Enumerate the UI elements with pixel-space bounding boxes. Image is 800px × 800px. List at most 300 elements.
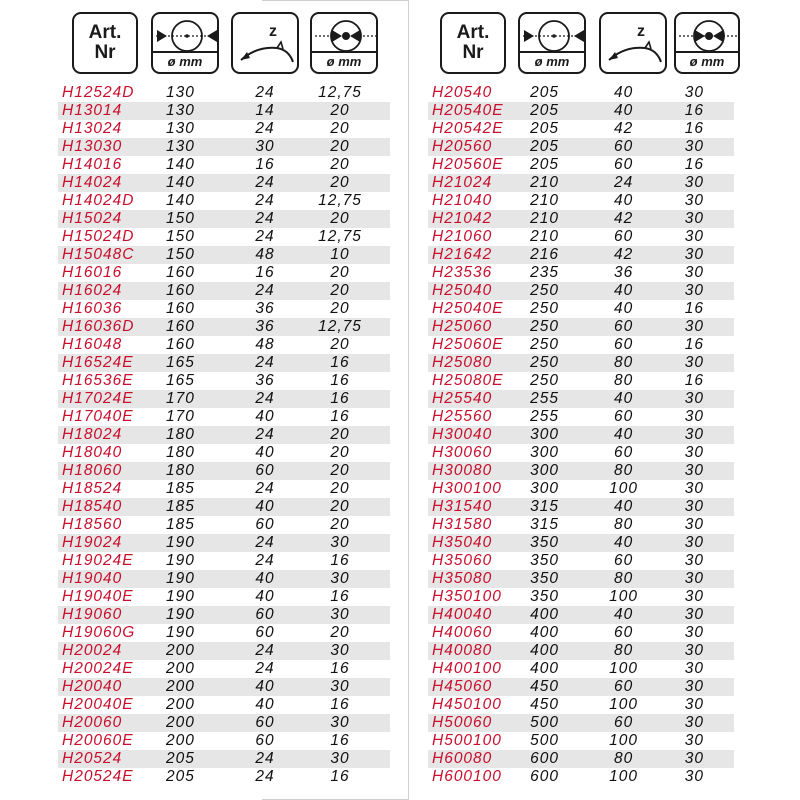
blade-diameter: 250	[530, 372, 560, 389]
blade-diameter: 250	[530, 300, 560, 317]
blade-diameter: 190	[166, 606, 195, 623]
blade-diameter: 235	[530, 264, 560, 281]
bore-diameter: 30	[684, 282, 704, 299]
bore-diameter: 16	[330, 408, 350, 425]
bore-diameter: 12,75	[318, 192, 362, 209]
blade-diameter: 200	[166, 678, 195, 695]
blade-diameter: 350	[530, 570, 560, 587]
table-row	[58, 228, 390, 246]
article-number: H15048C	[62, 246, 135, 263]
article-number: H450100	[432, 696, 502, 713]
teeth-symbol: z	[637, 23, 645, 40]
blade-diameter: 200	[166, 660, 195, 677]
article-number: H14024D	[62, 192, 135, 209]
bore-diameter: 20	[330, 210, 350, 227]
blade-diameter: 205	[166, 768, 195, 785]
tooth-count: 80	[613, 372, 634, 389]
table-row	[58, 426, 390, 444]
table-row	[58, 534, 390, 552]
article-number: H25060E	[432, 336, 504, 353]
article-number: H18540	[62, 498, 123, 515]
article-number: H20040	[62, 678, 123, 695]
blade-diameter: 165	[166, 354, 195, 371]
bore-diameter: 30	[684, 606, 704, 623]
tooth-count: 40	[613, 426, 634, 443]
table-row	[428, 210, 734, 228]
bore-diameter: 30	[684, 534, 704, 551]
bore-diameter: 16	[330, 552, 350, 569]
bore-diameter: 30	[684, 768, 704, 785]
tooth-count: 24	[255, 84, 275, 101]
table-row	[428, 138, 734, 156]
bore-diameter: 30	[684, 552, 704, 569]
blade-diameter: 170	[166, 408, 195, 425]
column-divider	[408, 0, 409, 800]
article-number: H20540	[432, 84, 493, 101]
table-row	[428, 534, 734, 552]
blade-diameter: 216	[530, 246, 560, 263]
tooth-count: 100	[609, 696, 639, 713]
article-number: H350100	[432, 588, 502, 605]
tooth-count: 80	[613, 354, 634, 371]
nr-label: Nr	[462, 42, 484, 63]
tooth-count-icon	[601, 14, 667, 74]
table-row	[58, 552, 390, 570]
bore-diameter: 30	[330, 606, 350, 623]
blade-diameter: 250	[530, 354, 560, 371]
tooth-count: 100	[609, 768, 639, 785]
bore-diameter: 30	[684, 174, 704, 191]
article-number: H18060	[62, 462, 123, 479]
blade-diameter: 400	[530, 624, 560, 641]
bore-diameter: 20	[330, 624, 350, 641]
table-row	[428, 354, 734, 372]
blade-diameter: 300	[530, 444, 560, 461]
blade-diameter: 400	[530, 606, 560, 623]
tooth-count: 24	[255, 354, 275, 371]
table-row	[58, 606, 390, 624]
blade-diameter: 150	[166, 228, 195, 245]
bore-diameter: 30	[330, 678, 350, 695]
tooth-count: 60	[613, 552, 634, 569]
table-row	[58, 660, 390, 678]
blade-diameter: 130	[166, 102, 195, 119]
article-number: H21040	[432, 192, 493, 209]
table-row	[428, 768, 734, 786]
blade-diameter: 255	[530, 390, 560, 407]
blade-diameter: 205	[530, 138, 560, 155]
blade-diameter: 350	[530, 534, 560, 551]
blade-diameter: 400	[530, 660, 560, 677]
diameter-unit: ø mm	[520, 51, 584, 72]
bore-diameter: 16	[330, 372, 350, 389]
bore-diameter: 30	[330, 750, 350, 767]
blade-diameter: 205	[530, 84, 560, 101]
bore-diameter: 30	[684, 714, 704, 731]
tooth-count: 80	[613, 750, 634, 767]
tooth-count: 40	[255, 588, 275, 605]
tooth-count: 100	[609, 588, 639, 605]
blade-diameter: 450	[530, 696, 560, 713]
table-row	[58, 138, 390, 156]
tooth-count: 60	[613, 318, 634, 335]
table-row	[428, 102, 734, 120]
bore-diameter: 30	[684, 480, 704, 497]
blade-diameter: 130	[166, 84, 195, 101]
table-row	[58, 84, 390, 102]
table-row	[428, 642, 734, 660]
article-number: H15024	[62, 210, 123, 227]
table-row	[58, 102, 390, 120]
top-rule	[262, 0, 408, 1]
article-number: H17024E	[62, 390, 134, 407]
blade-diameter: 140	[166, 174, 195, 191]
bore-diameter: 30	[684, 192, 704, 209]
article-number: H16036	[62, 300, 123, 317]
table-row	[428, 156, 734, 174]
bore-diameter: 16	[330, 588, 350, 605]
bore-diameter: 30	[684, 138, 704, 155]
table-row	[58, 462, 390, 480]
tooth-count: 60	[613, 444, 634, 461]
article-number: H17040E	[62, 408, 134, 425]
bore-diameter: 30	[684, 354, 704, 371]
article-number: H16524E	[62, 354, 134, 371]
blade-diameter: 300	[530, 426, 560, 443]
article-number: H40060	[432, 624, 493, 641]
bore-diameter: 30	[684, 642, 704, 659]
bore-diameter: 30	[684, 588, 704, 605]
bore-diameter: 16	[330, 354, 350, 371]
tooth-count: 24	[255, 552, 275, 569]
art-label: Art.	[456, 22, 490, 43]
tooth-count: 60	[255, 606, 275, 623]
tooth-count: 24	[255, 210, 275, 227]
bore-diameter: 12,75	[318, 318, 362, 335]
blade-diameter: 180	[166, 462, 195, 479]
blade-diameter: 210	[530, 174, 560, 191]
article-number: H30040	[432, 426, 493, 443]
bore-diameter: 30	[684, 408, 704, 425]
tooth-count: 60	[613, 156, 634, 173]
tooth-count: 36	[255, 318, 275, 335]
bore-diameter: 16	[330, 732, 350, 749]
blade-diameter: 500	[530, 714, 560, 731]
tooth-count: 24	[255, 480, 275, 497]
article-number: H20524E	[62, 768, 134, 785]
table-row	[58, 120, 390, 138]
article-number: H25040	[432, 282, 493, 299]
table-row	[428, 624, 734, 642]
blade-diameter: 205	[530, 120, 560, 137]
article-number: H35080	[432, 570, 493, 587]
table-row	[58, 588, 390, 606]
article-number: H20040E	[62, 696, 134, 713]
art-nr-header	[440, 12, 506, 74]
article-number: H19040	[62, 570, 123, 587]
tooth-count-header	[599, 12, 667, 74]
article-number: H45060	[432, 678, 493, 695]
bore-diameter: 30	[330, 570, 350, 587]
blade-diameter: 600	[530, 768, 560, 785]
article-number: H35060	[432, 552, 493, 569]
blade-diameter: 180	[166, 444, 195, 461]
article-number: H18040	[62, 444, 123, 461]
article-number: H19040E	[62, 588, 134, 605]
bore-diameter: 30	[684, 264, 704, 281]
bore-unit: ø mm	[676, 51, 738, 72]
tooth-count: 24	[255, 426, 275, 443]
table-row	[428, 660, 734, 678]
blade-diameter-header	[151, 12, 219, 74]
article-number: H20060E	[62, 732, 134, 749]
blade-diameter: 205	[530, 156, 560, 173]
table-row	[428, 498, 734, 516]
article-number: H16048	[62, 336, 123, 353]
bore-diameter: 20	[330, 426, 350, 443]
table-row	[58, 192, 390, 210]
blade-diameter: 205	[166, 750, 195, 767]
tooth-count: 100	[609, 732, 639, 749]
table-row	[428, 174, 734, 192]
table-row	[58, 246, 390, 264]
teeth-symbol: z	[269, 23, 277, 40]
article-number: H18524	[62, 480, 123, 497]
article-number: H13030	[62, 138, 123, 155]
tooth-count: 60	[613, 624, 634, 641]
blade-diameter: 190	[166, 624, 195, 641]
blade-diameter: 160	[166, 300, 195, 317]
article-number: H400100	[432, 660, 502, 677]
blade-diameter: 350	[530, 552, 560, 569]
article-number: H30080	[432, 462, 493, 479]
bore-diameter: 20	[330, 300, 350, 317]
tooth-count: 60	[255, 624, 275, 641]
table-row	[428, 480, 734, 498]
tooth-count: 24	[255, 174, 275, 191]
tooth-count: 80	[613, 642, 634, 659]
tooth-count: 24	[255, 120, 275, 137]
article-number: H21642	[432, 246, 493, 263]
article-number: H35040	[432, 534, 493, 551]
article-number: H23536	[432, 264, 493, 281]
table-row	[58, 354, 390, 372]
tooth-count: 40	[613, 192, 634, 209]
article-number: H15024D	[62, 228, 135, 245]
tooth-count: 24	[255, 282, 275, 299]
article-number: H13024	[62, 120, 123, 137]
bore-diameter: 16	[684, 120, 704, 137]
article-number: H16536E	[62, 372, 134, 389]
tooth-count: 24	[255, 192, 275, 209]
tooth-count: 40	[255, 696, 275, 713]
article-number: H20060	[62, 714, 123, 731]
article-number: H20524	[62, 750, 123, 767]
table-row	[428, 606, 734, 624]
tooth-count: 24	[255, 642, 275, 659]
table-row	[428, 264, 734, 282]
table-row	[428, 588, 734, 606]
blade-diameter-header	[518, 12, 586, 74]
article-number: H50060	[432, 714, 493, 731]
blade-diameter: 130	[166, 138, 195, 155]
bore-diameter: 30	[684, 444, 704, 461]
blade-diameter: 450	[530, 678, 560, 695]
table-row	[428, 426, 734, 444]
blade-diameter: 205	[530, 102, 560, 119]
bore-diameter: 16	[330, 390, 350, 407]
table-row	[428, 732, 734, 750]
bore-diameter: 30	[684, 678, 704, 695]
table-row	[58, 750, 390, 768]
table-row	[428, 678, 734, 696]
blade-diameter: 185	[166, 498, 195, 515]
table-row	[428, 84, 734, 102]
diameter-unit: ø mm	[153, 51, 217, 72]
article-number: H31540	[432, 498, 493, 515]
bore-diameter: 20	[330, 120, 350, 137]
bore-diameter: 30	[684, 390, 704, 407]
table-row	[428, 228, 734, 246]
tooth-count: 24	[255, 534, 275, 551]
blade-diameter: 180	[166, 426, 195, 443]
table-row	[428, 408, 734, 426]
bore-diameter: 20	[330, 282, 350, 299]
article-number: H13014	[62, 102, 123, 119]
bore-diameter: 30	[684, 426, 704, 443]
art-label: Art.	[88, 22, 122, 43]
blade-diameter: 200	[166, 642, 195, 659]
table-row	[58, 696, 390, 714]
tooth-count: 24	[255, 390, 275, 407]
article-number: H60080	[432, 750, 493, 767]
article-number: H21060	[432, 228, 493, 245]
table-row	[428, 552, 734, 570]
bore-diameter: 30	[684, 516, 704, 533]
blade-diameter: 160	[166, 318, 195, 335]
table-row	[428, 570, 734, 588]
tooth-count: 60	[255, 462, 275, 479]
table-row	[428, 750, 734, 768]
bore-diameter: 30	[684, 228, 704, 245]
table-row	[58, 300, 390, 318]
article-number: H40040	[432, 606, 493, 623]
table-row	[58, 444, 390, 462]
blade-diameter: 140	[166, 156, 195, 173]
blade-diameter: 185	[166, 516, 195, 533]
article-number: H25540	[432, 390, 493, 407]
article-number: H20540E	[432, 102, 504, 119]
article-number: H12524D	[62, 84, 135, 101]
article-number: H20024	[62, 642, 123, 659]
bore-diameter: 30	[684, 624, 704, 641]
tooth-count: 36	[613, 264, 634, 281]
blade-diameter: 160	[166, 264, 195, 281]
tooth-count: 42	[613, 246, 634, 263]
blade-diameter: 350	[530, 588, 560, 605]
tooth-count: 40	[613, 84, 634, 101]
article-number: H20560E	[432, 156, 504, 173]
bore-diameter: 30	[684, 246, 704, 263]
article-number: H25040E	[432, 300, 504, 317]
blade-diameter: 250	[530, 282, 560, 299]
blade-diameter: 200	[166, 732, 195, 749]
tooth-count: 24	[255, 768, 275, 785]
blade-diameter: 500	[530, 732, 560, 749]
article-number: H40080	[432, 642, 493, 659]
blade-diameter: 190	[166, 534, 195, 551]
bore-diameter: 20	[330, 102, 350, 119]
table-row	[58, 318, 390, 336]
blade-diameter: 210	[530, 210, 560, 227]
article-number: H16016	[62, 264, 123, 281]
tooth-count: 30	[255, 138, 275, 155]
table-row	[428, 246, 734, 264]
bore-diameter: 20	[330, 138, 350, 155]
table-row	[58, 480, 390, 498]
tooth-count: 80	[613, 570, 634, 587]
table-row	[428, 192, 734, 210]
table-row	[58, 624, 390, 642]
bore-diameter: 30	[684, 210, 704, 227]
table-row	[58, 768, 390, 786]
tooth-count: 16	[255, 156, 275, 173]
bore-diameter: 30	[330, 714, 350, 731]
bore-diameter: 20	[330, 174, 350, 191]
article-number: H14024	[62, 174, 123, 191]
table-row	[428, 300, 734, 318]
bore-diameter: 12,75	[318, 228, 362, 245]
bore-diameter: 20	[330, 516, 350, 533]
blade-diameter: 200	[166, 714, 195, 731]
table-row	[58, 390, 390, 408]
tooth-count: 60	[613, 678, 634, 695]
table-row	[58, 570, 390, 588]
table-row	[58, 498, 390, 516]
blade-diameter: 190	[166, 552, 195, 569]
bore-diameter: 30	[684, 750, 704, 767]
tooth-count: 40	[613, 282, 634, 299]
blade-diameter: 210	[530, 228, 560, 245]
tooth-count: 80	[613, 516, 634, 533]
tooth-count: 40	[613, 300, 634, 317]
article-number: H21042	[432, 210, 493, 227]
tooth-count: 60	[613, 336, 634, 353]
article-number: H20542E	[432, 120, 504, 137]
blade-diameter: 600	[530, 750, 560, 767]
table-row	[428, 390, 734, 408]
table-row	[428, 282, 734, 300]
tooth-count: 100	[609, 660, 639, 677]
tooth-count: 40	[255, 570, 275, 587]
blade-diameter: 400	[530, 642, 560, 659]
blade-diameter: 315	[530, 498, 560, 515]
table-row	[58, 732, 390, 750]
bore-unit: ø mm	[312, 51, 376, 72]
tooth-count: 24	[255, 228, 275, 245]
blade-diameter: 300	[530, 462, 560, 479]
blade-diameter: 200	[166, 696, 195, 713]
bore-diameter: 16	[330, 768, 350, 785]
table-row	[428, 516, 734, 534]
article-number: H300100	[432, 480, 502, 497]
tooth-count: 36	[255, 372, 275, 389]
article-number: H16024	[62, 282, 123, 299]
table-row	[58, 516, 390, 534]
table-row	[58, 282, 390, 300]
tooth-count: 24	[255, 660, 275, 677]
table-row	[58, 642, 390, 660]
